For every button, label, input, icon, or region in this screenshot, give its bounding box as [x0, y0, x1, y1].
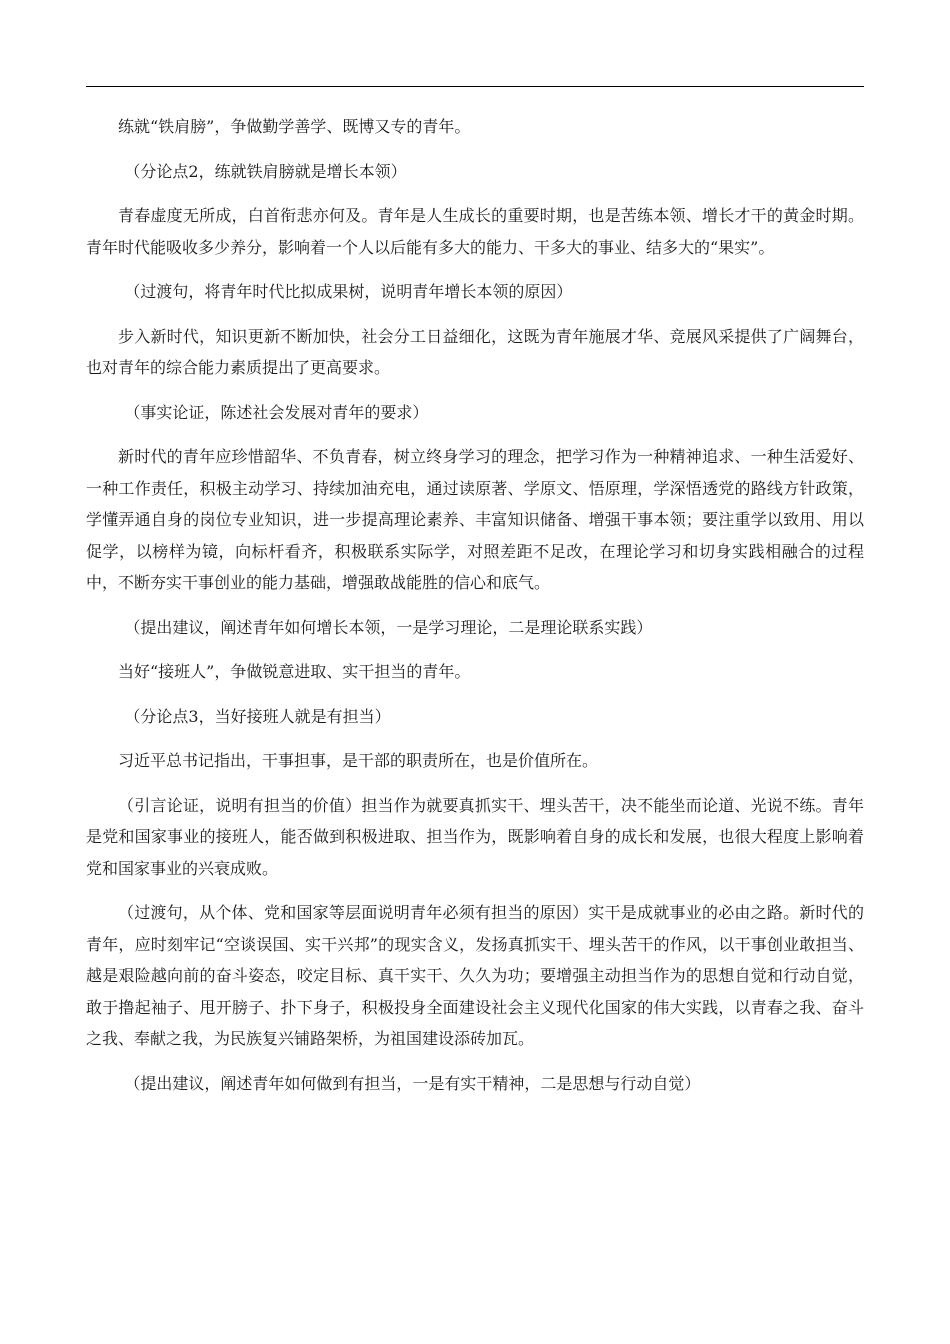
- annotation-transition-fruit-tree: （过渡句，将青年时代比拟成果树，说明青年增长本领的原因）: [124, 282, 573, 301]
- annotation-fact-argument: （事实论证，陈述社会发展对青年的要求）: [124, 402, 429, 422]
- header-rule: [86, 86, 864, 87]
- annotation-subpoint-2: （分论点2，练就铁肩膀就是增长本领）: [124, 161, 407, 181]
- paragraph-subpoint-3-heading: 当好“接班人”，争做锐意进取、实干担当的青年。: [118, 662, 471, 681]
- annotation-suggestion-responsibility: （提出建议，阐述青年如何做到有担当，一是有实干精神，二是思想与行动自觉）: [124, 1073, 701, 1093]
- paragraph-subpoint-2-heading: 练就“铁肩膀”，争做勤学善学、既博又专的青年。: [118, 117, 471, 136]
- paragraph-quote: 习近平总书记指出，干事担事，是干部的职责所在，也是价值所在。: [118, 751, 599, 770]
- paragraph-new-era: 步入新时代，知识更新不断加快，社会分工日益细化，这既为青年施展才华、竞展风采提供了广阔舞台，也对青年的综合能力素质提出了更高要求。: [86, 326, 864, 377]
- paragraph-lifelong-learning: 新时代的青年应珍惜韶华、不负青春，树立终身学习的理念，把学习作为一种精神追求、一种生活爱好、一种工作责任，积极主动学习、持续加油充电，通过读原著、学原文、悟原理，学深悟透党的路线方针政策，学懂弄通自身的岗位专业知识，进一步提高理论素养、丰富知识储备、增强干事本领；要注重学以致用、用以促学，以榜样为镜，向标杆看齐，积极联系实际学，对照差距不足改，在理论学习和切身实践相融合的过程中，不断夯实干事创业的能力基础，增强敢战能胜的信心和底气。: [86, 447, 864, 592]
- paragraph-responsibility: （引言论证，说明有担当的价值）担当作为就要真抓实干、埋头苦干，决不能坐而论道、光说不练。青年是党和国家事业的接班人，能否做到积极进取、担当作为，既影响着自身的成长和发展，也很大程度上影响着党和国家事业的兴衰成败。: [86, 795, 864, 878]
- document-body: [86, 111, 864, 1112]
- paragraph-hard-work: （过渡句，从个体、党和国家等层面说明青年必须有担当的原因）实干是成就事业的必由之路。新时代的青年，应时刻牢记“空谈误国、实干兴邦”的现实含义，发扬真抓实干、埋头苦干的作风，以干事创业敢担当、越是艰险越向前的奋斗姿态，咬定目标、真干实干、久久为功；要增强主动担当作为的思想自觉和行动自觉，敢于撸起袖子、甩开膀子、扑下身子，积极投身全面建设社会主义现代化国家的伟大实践，以青春之我、奋斗之我、奉献之我，为民族复兴铺路架桥，为祖国建设添砖加瓦。: [86, 903, 864, 1048]
- paragraph-youth-growth: 青春虚度无所成，白首衔悲亦何及。青年是人生成长的重要时期，也是苦练本领、增长才干的黄金时期。青年时代能吸收多少养分，影响着一个人以后能有多大的能力、干多大的事业、结多大的“果实”。: [86, 206, 864, 257]
- annotation-subpoint-3: （分论点3，当好接班人就是有担当）: [124, 706, 391, 726]
- annotation-suggestion-learning: （提出建议，阐述青年如何增长本领，一是学习理论，二是理论联系实践）: [124, 617, 653, 637]
